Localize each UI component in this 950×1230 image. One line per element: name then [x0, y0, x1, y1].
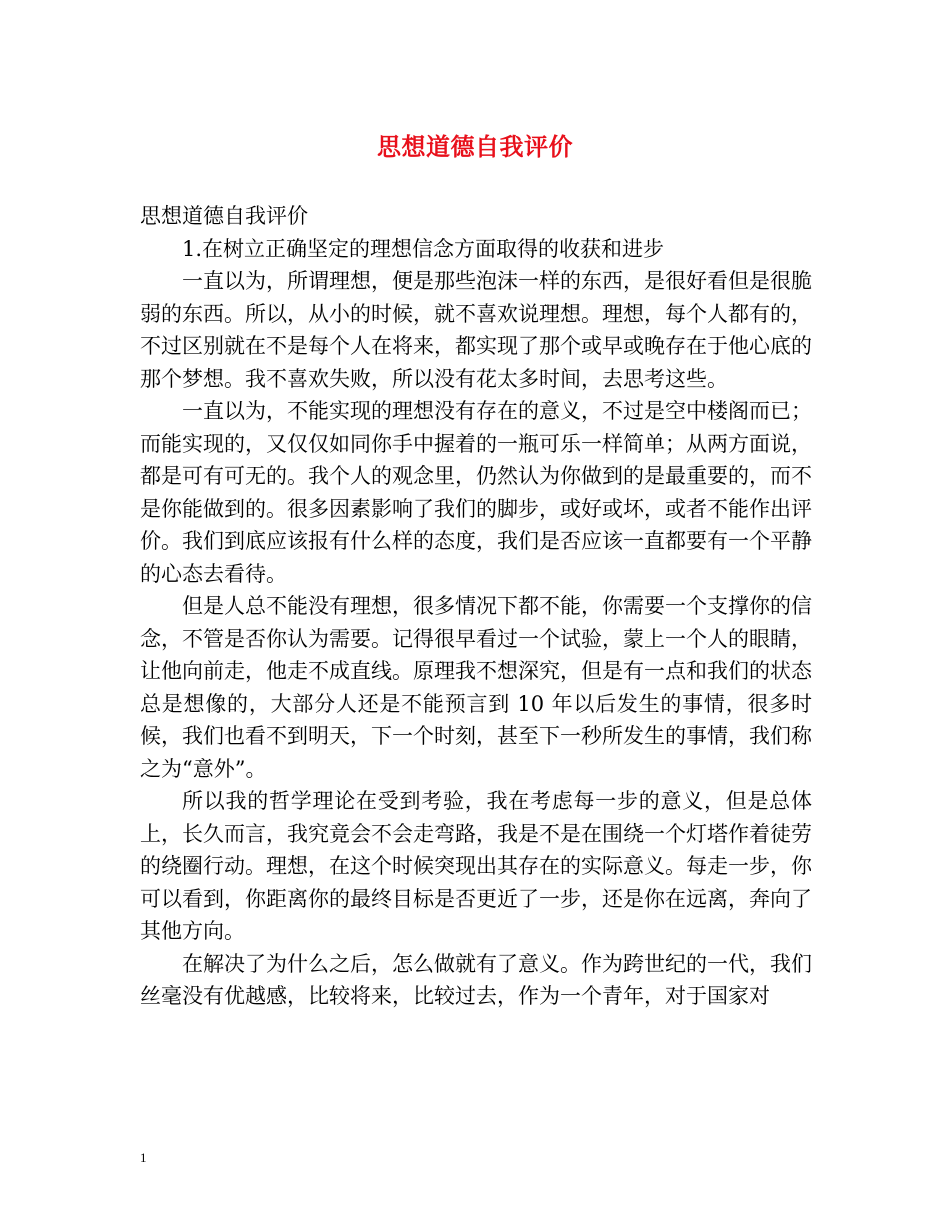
- paragraph: 在解决了为什么之后，怎么做就有了意义。作为跨世纪的一代，我们丝毫没有优越感，比较将来，比较过去，作为一个青年，对于国家对: [140, 951, 812, 1008]
- document-title: 思想道德自我评价: [377, 132, 573, 161]
- paragraph: 所以我的哲学理论在受到考验，我在考虑每一步的意义，但是总体上，长久而言，我究竟会不会走弯路，我是不是在围绕一个灯塔作着徒劳的绕圈行动。理想，在这个时候突现出其存在的实际意义。每走一步，你可以看到，你距离你的最终目标是否更近了一步，还是你在远离，奔向了其他方向。: [140, 789, 812, 943]
- paragraph: 一直以为，所谓理想，便是那些泡沫一样的东西，是很好看但是很脆弱的东西。所以，从小的时候，就不喜欢说理想。理想，每个人都有的，不过区别就在不是每个人在将来，都实现了那个或早或晚存在于他心底的那个梦想。我不喜欢失败，所以没有花太多时间，去思考这些。: [140, 269, 812, 391]
- paragraph: 一直以为，不能实现的理想没有存在的意义，不过是空中楼阁而已；而能实现的，又仅仅如同你手中握着的一瓶可乐一样简单；从两方面说，都是可有可无的。我个人的观念里，仍然认为你做到的是最重要的，而不是你能做到的。很多因素影响了我们的脚步，或好或坏，或者不能作出评价。我们到底应该报有什么样的态度，我们是否应该一直都要有一个平静的心态去看待。: [140, 399, 812, 586]
- paragraph: 但是人总不能没有理想，很多情况下都不能，你需要一个支撑你的信念，不管是否你认为需要。记得很早看过一个试验，蒙上一个人的眼睛，让他向前走，他走不成直线。原理我不想深究，但是有一点和我们的状态总是想像的，大部分人还是不能预言到 10 年以后发生的事情，很多时候，我们也看不到明天，下一个时刻，甚至下一秒所发生的事情，我们称之为“意外”。: [140, 594, 812, 781]
- page-number: 1: [140, 1150, 147, 1165]
- document-body: [140, 200, 812, 1013]
- paragraph-heading: 思想道德自我评价: [140, 204, 308, 228]
- paragraph-section-title: 1.在树立正确坚定的理想信念方面取得的收获和进步: [182, 236, 665, 261]
